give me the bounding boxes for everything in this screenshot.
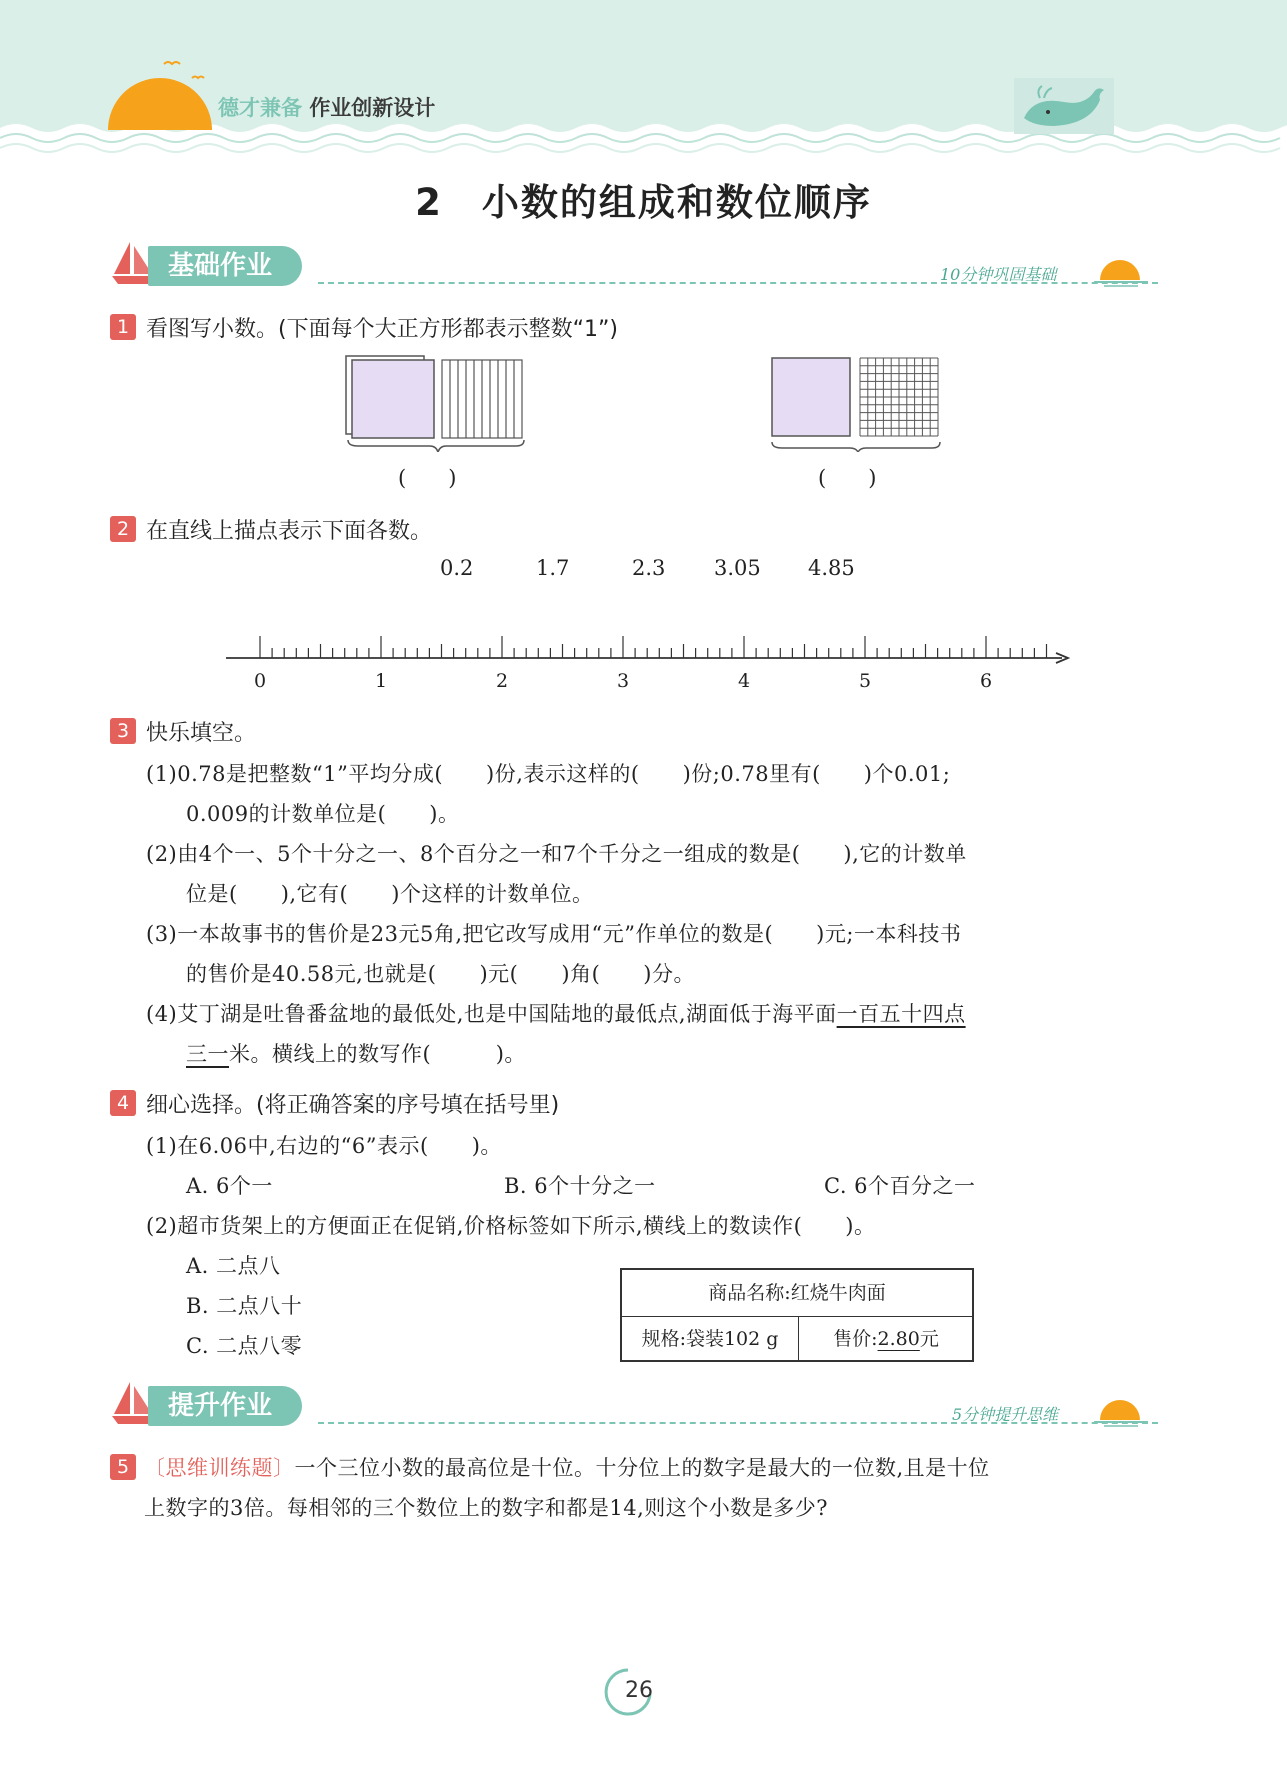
- question-number: 1: [110, 314, 136, 340]
- number-to-plot: 0.2: [440, 556, 474, 580]
- number-to-plot: 2.3: [632, 556, 666, 580]
- number-to-plot: 4.85: [808, 556, 855, 580]
- sunset-icon: [1094, 254, 1148, 288]
- underlined-number-text: 一百五十四点: [836, 1002, 966, 1026]
- question-number: 3: [110, 718, 136, 744]
- product-spec: 规格:袋装102 g: [622, 1317, 799, 1362]
- question-4-text: 细心选择。(将正确答案的序号填在括号里): [146, 1093, 560, 1118]
- choice-question: (2)超市货架上的方便面正在促销,价格标签如下所示,横线上的数读作( )。: [146, 1214, 876, 1238]
- axis-label: 4: [738, 670, 751, 692]
- price-value: 2.80: [877, 1328, 920, 1350]
- choice-option[interactable]: C. 二点八零: [186, 1334, 303, 1358]
- question-5-line: 上数字的3倍。每相邻的三个数位上的数字和都是14,则这个小数是多少?: [144, 1496, 829, 1520]
- question-number: 5: [110, 1454, 136, 1480]
- number-to-plot: 3.05: [714, 556, 761, 580]
- question-number: 4: [110, 1090, 136, 1116]
- product-price: [800, 1317, 972, 1362]
- page-number: 26: [625, 1678, 653, 1703]
- figure-one-and-hundredths: [768, 352, 948, 452]
- thinking-tag: 〔思维训练题〕: [144, 1456, 295, 1480]
- price-label-text: 售价:: [833, 1328, 878, 1350]
- question-2-text: 在直线上描点表示下面各数。: [146, 519, 433, 544]
- answer-blank-left[interactable]: ( ): [398, 466, 457, 490]
- whale-icon: [1014, 78, 1114, 134]
- axis-label: 5: [859, 670, 872, 692]
- brand-green-text: 德才兼备: [218, 96, 302, 120]
- section-time-tag: 5分钟提升思维: [952, 1405, 1059, 1424]
- section-title-basic: 基础作业: [148, 246, 302, 286]
- choice-option[interactable]: B. 二点八十: [186, 1294, 303, 1318]
- price-unit: 元: [919, 1328, 939, 1350]
- choice-question: (1)在6.06中,右边的“6”表示( )。: [146, 1134, 502, 1158]
- brand-dark-text: 作业创新设计: [309, 96, 436, 120]
- question-5-line: [144, 1452, 990, 1482]
- fill-blank-line: [146, 998, 966, 1028]
- fill-blank-text: 米。横线上的数写作( )。: [229, 1042, 526, 1066]
- price-label: [620, 1268, 974, 1362]
- fill-blank-text: (4)艾丁湖是吐鲁番盆地的最低处,也是中国陆地的最低点,湖面低于海平面: [146, 1002, 837, 1026]
- section-time-tag: 10分钟巩固基础: [940, 265, 1057, 284]
- question-5-text: 一个三位小数的最高位是十位。十分位上的数字是最大的一位数,且是十位: [294, 1456, 990, 1480]
- sunset-icon: [1094, 1394, 1148, 1428]
- question-number: 2: [110, 516, 136, 542]
- figure-one-and-tenths: [344, 352, 530, 452]
- choice-option[interactable]: A. 6个一: [186, 1174, 273, 1198]
- fill-blank-line: 位是( ),它有( )个这样的计数单位。: [186, 882, 594, 906]
- axis-label: 2: [496, 670, 509, 692]
- axis-label: 6: [980, 670, 993, 692]
- page-title: 2 小数的组成和数位顺序: [415, 181, 872, 224]
- axis-label: 3: [617, 670, 630, 692]
- axis-label: 1: [375, 670, 388, 692]
- section-title-advanced: 提升作业: [148, 1386, 302, 1426]
- product-name: 商品名称:红烧牛肉面: [622, 1270, 972, 1317]
- number-to-plot: 1.7: [536, 556, 570, 580]
- fill-blank-line: [186, 1038, 526, 1068]
- choice-option[interactable]: B. 6个十分之一: [504, 1174, 656, 1198]
- fill-blank-line: 的售价是40.58元,也就是( )元( )角( )分。: [186, 962, 695, 986]
- question-1-text: 看图写小数。(下面每个大正方形都表示整数“1”): [146, 317, 618, 342]
- brand-title: [218, 92, 435, 122]
- choice-option[interactable]: C. 6个百分之一: [824, 1174, 976, 1198]
- underlined-number-text: 三一: [186, 1042, 229, 1066]
- answer-blank-right[interactable]: ( ): [818, 466, 877, 490]
- fill-blank-line: 0.009的计数单位是( )。: [186, 802, 460, 826]
- fill-blank-line: (1)0.78是把整数“1”平均分成( )份,表示这样的( )份;0.78里有( )个0.01;: [146, 762, 951, 786]
- fill-blank-line: (3)一本故事书的售价是23元5角,把它改写成用“元”作单位的数是( )元;一本科技书: [146, 922, 962, 946]
- sun-logo-icon: [104, 58, 224, 130]
- axis-label: 0: [254, 670, 267, 692]
- fill-blank-line: (2)由4个一、5个十分之一、8个百分之一和7个千分之一组成的数是( ),它的计数单: [146, 842, 967, 866]
- number-line[interactable]: [220, 628, 1070, 668]
- question-3-text: 快乐填空。: [146, 721, 257, 746]
- choice-option[interactable]: A. 二点八: [186, 1254, 281, 1278]
